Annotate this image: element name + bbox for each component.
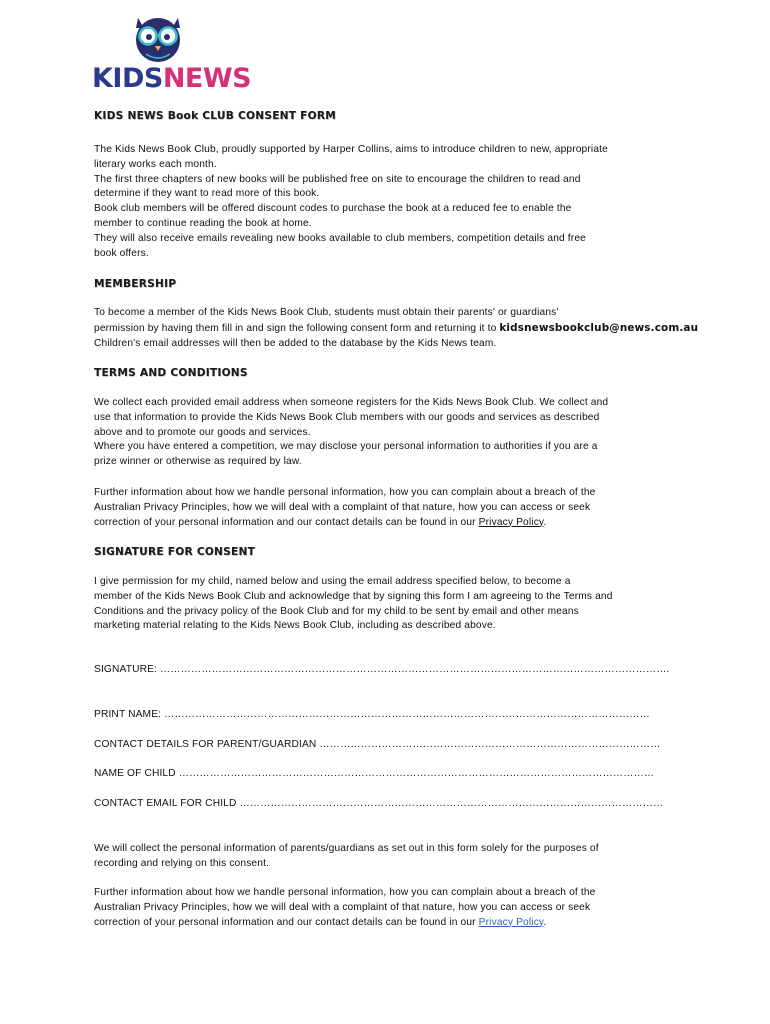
membership-line: To become a member of the Kids News Book Club, students must obtain their parents' or guardians': [94, 307, 559, 318]
contact-details-dots[interactable]: ………………………………………………………………………………………: [319, 739, 661, 750]
signature-label: SIGNATURE:: [94, 664, 160, 675]
closing-further-paragraph: [94, 886, 694, 930]
print-name-dots[interactable]: ……………………………………………………………………………………………………………………………: [164, 709, 650, 720]
membership-heading: MEMBERSHIP: [94, 278, 177, 290]
terms-further-prefix: correction of your personal information and our contact details can be found in our: [94, 516, 479, 528]
intro-line: They will also receive emails revealing new books available to club members, competition details and free: [94, 232, 586, 244]
signature-line: Conditions and the privacy policy of the Book Club and for my child to be sent by email and other means: [94, 605, 579, 617]
print-name-field[interactable]: [94, 709, 650, 720]
terms-further-paragraph: [94, 486, 694, 530]
membership-line: Children's email addresses will then be added to the database by the Kids News team.: [94, 337, 497, 349]
child-email-dots[interactable]: ……………………………………………………………………………………………………………: [239, 798, 664, 809]
terms-further-line: Further information about how we handle personal information, how you can complain about a breach of the: [94, 487, 596, 498]
terms-line: use that information to provide the Kids News Book Club members with our goods and services as described: [94, 411, 600, 423]
terms-line: above and to promote our goods and services.: [94, 426, 311, 438]
logo-news: NEWS: [162, 63, 252, 94]
privacy-policy-link[interactable]: Privacy Policy: [478, 516, 544, 528]
closing-further-line: Australian Privacy Principles, how we will deal with a complaint of that nature, how you can access or seek: [94, 901, 591, 913]
intro-paragraph: [94, 143, 694, 261]
intro-line: literary works each month.: [94, 158, 217, 170]
closing-further-line: [94, 916, 694, 931]
child-email-label: CONTACT EMAIL FOR CHILD: [94, 798, 240, 809]
child-email-field[interactable]: [94, 798, 663, 809]
terms-further-line: [94, 516, 694, 531]
closing-line: We will collect the personal information of parents/guardians as set out in this form solely for the purposes of: [94, 843, 599, 854]
kids-news-logo: [92, 14, 252, 96]
signature-dots[interactable]: ………………………………………………………………………………………………………………………………….: [160, 664, 670, 675]
signature-line: member of the Kids News Book Club and acknowledge that by signing this form I am agreeing to the Terms and: [94, 590, 613, 602]
terms-line: Where you have entered a competition, we may disclose your personal information to authorities if you are a: [94, 441, 598, 453]
signature-line: marketing material relating to the Kids News Book Club, including as described above.: [94, 620, 496, 632]
intro-line: The first three chapters of new books will be published free on site to encourage the children to read and: [94, 173, 581, 185]
child-name-field[interactable]: [94, 768, 654, 779]
signature-line: I give permission for my child, named below and using the email address specified below, to become a: [94, 576, 571, 587]
closing-further-suffix: .: [543, 916, 547, 928]
intro-line: determine if they want to read more of this book.: [94, 188, 320, 200]
membership-line-prefix: permission by having them fill in and sign the following consent form and returning it to: [94, 322, 500, 334]
intro-line: book offers.: [94, 247, 149, 259]
terms-further-suffix: .: [543, 516, 547, 528]
closing-line: recording and relying on this consent.: [94, 857, 270, 869]
terms-line: We collect each provided email address when someone registers for the Kids News Book Club. We collect and: [94, 397, 609, 408]
child-name-label: NAME OF CHILD: [94, 768, 179, 779]
closing-further-prefix: correction of your personal information and our contact details can be found in our: [94, 916, 479, 928]
logo-kids: KIDS: [92, 63, 163, 94]
terms-line: prize winner or otherwise as required by law.: [94, 456, 302, 468]
membership-paragraph: [94, 306, 699, 351]
terms-paragraph: [94, 396, 694, 470]
form-title: KIDS NEWS Book CLUB CONSENT FORM: [94, 110, 337, 122]
print-name-label: PRINT NAME:: [94, 709, 165, 720]
contact-details-label: CONTACT DETAILS FOR PARENT/GUARDIAN: [94, 739, 320, 750]
contact-details-field[interactable]: [94, 739, 661, 750]
closing-further-line: Further information about how we handle personal information, how you can complain about a breach of the: [94, 887, 596, 898]
membership-line: [94, 321, 699, 337]
terms-further-line: Australian Privacy Principles, how we will deal with a complaint of that nature, how you can access or seek: [94, 501, 591, 513]
club-email-link[interactable]: kidsnewsbookclub@news.com.au: [499, 321, 699, 334]
closing-privacy-policy-link[interactable]: Privacy Policy: [478, 916, 544, 928]
signature-field[interactable]: [94, 664, 670, 675]
intro-line: Book club members will be offered discount codes to purchase the book at a reduced fee to enable the: [94, 203, 572, 215]
child-name-dots[interactable]: …………………………………………………………………………………………………………………………: [178, 768, 655, 779]
closing-paragraph: [94, 842, 694, 872]
signature-heading: SIGNATURE FOR CONSENT: [94, 546, 256, 558]
intro-line: member to continue reading the book at home.: [94, 217, 312, 229]
signature-paragraph: [94, 575, 694, 634]
intro-line: The Kids News Book Club, proudly supported by Harper Collins, aims to introduce children to new, appropriate: [94, 144, 608, 155]
terms-heading: TERMS AND CONDITIONS: [94, 367, 248, 379]
